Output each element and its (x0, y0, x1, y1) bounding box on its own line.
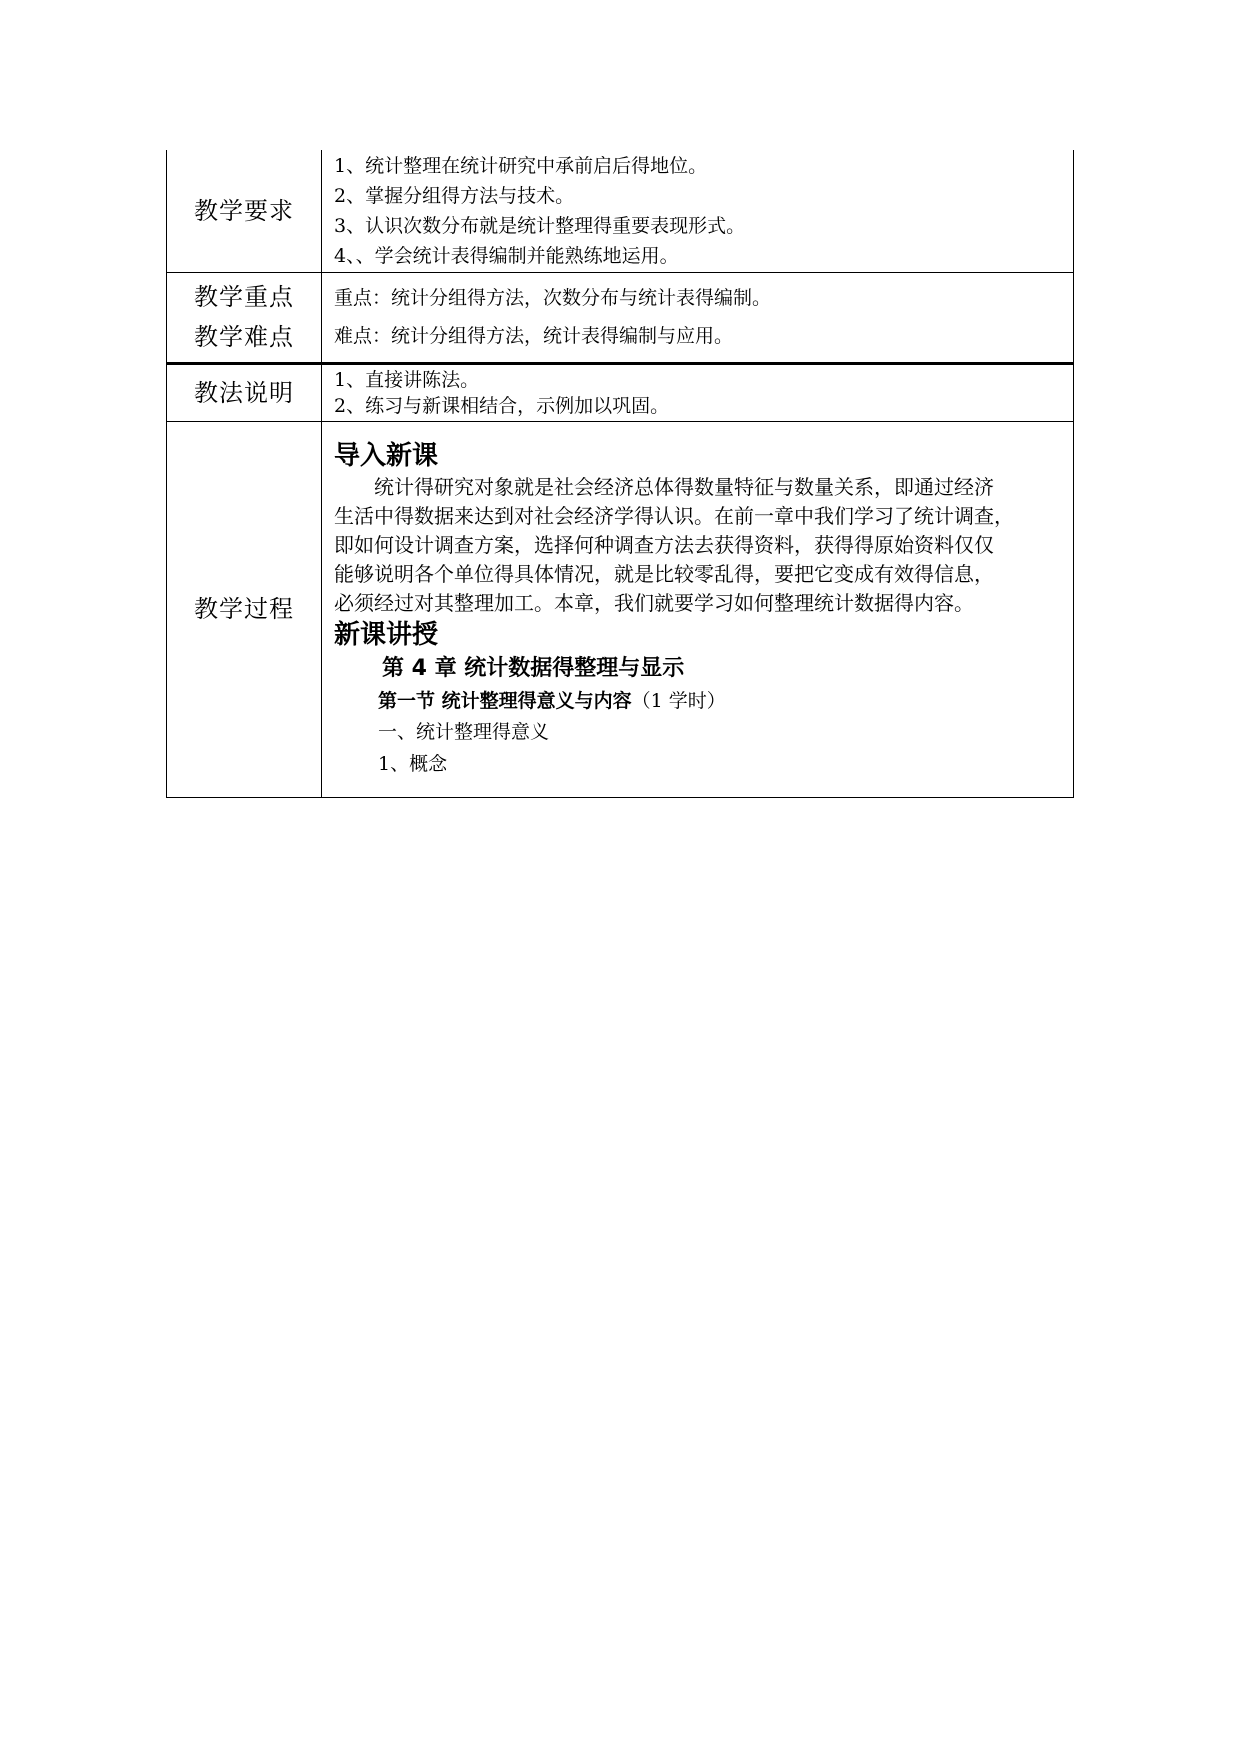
method-item: 2、练习与新课相结合，示例加以巩固。 (334, 394, 670, 417)
requirements-row (167, 150, 1074, 272)
intro-line: 能够说明各个单位得具体情况，就是比较零乱得，要把它变成有效得信息， (334, 561, 994, 586)
lecture-heading: 新课讲授 (334, 619, 439, 650)
section-title-hours: （1 学时） (631, 689, 726, 712)
requirements-label: 教学要求 (167, 150, 322, 272)
intro-line: 生活中得数据来达到对社会经济学得认识。在前一章中我们学习了统计调查， (334, 503, 1014, 528)
intro-line: 即如何设计调查方案，选择何种调查方法去获得资料，获得得原始资料仅仅 (334, 532, 994, 557)
key-point-text: 重点：统计分组得方法，次数分布与统计表得编制。 (334, 287, 772, 309)
intro-paragraph (334, 473, 1063, 618)
requirement-item: 2、掌握分组得方法与技术。 (334, 184, 575, 207)
key-points-label (167, 272, 322, 363)
key-points-content (322, 272, 1074, 363)
section-title-bold: 第一节 统计整理得意义与内容 (378, 689, 632, 712)
chapter-title: 第 4 章 统计数据得整理与显示 (382, 655, 685, 681)
method-item: 1、直接讲陈法。 (334, 368, 480, 391)
intro-line: 统计得研究对象就是社会经济总体得数量特征与数量关系，即通过经济 (374, 474, 994, 499)
item-title: 1、概念 (378, 752, 448, 775)
method-row (167, 363, 1074, 421)
requirement-item: 4、、学会统计表得编制并能熟练地运用。 (334, 244, 679, 267)
requirement-item: 1、统计整理在统计研究中承前启后得地位。 (334, 154, 708, 177)
method-label: 教法说明 (167, 363, 322, 421)
intro-heading: 导入新课 (334, 440, 439, 471)
key-label: 教学重点 (194, 283, 294, 311)
process-row (167, 421, 1074, 797)
process-content (322, 421, 1074, 797)
key-points-row (167, 272, 1074, 363)
method-content (322, 363, 1074, 421)
subsection-title: 一、统计整理得意义 (378, 720, 550, 743)
process-label: 教学过程 (167, 421, 322, 797)
requirements-content (322, 150, 1074, 272)
section-title (334, 686, 1063, 716)
difficult-label: 教学难点 (194, 323, 294, 351)
difficult-point-text: 难点：统计分组得方法，统计表得编制与应用。 (334, 325, 734, 347)
intro-line: 必须经过对其整理加工。本章，我们就要学习如何整理统计数据得内容。 (334, 590, 974, 615)
lesson-plan-table (166, 150, 1074, 798)
requirement-item: 3、认识次数分布就是统计整理得重要表现形式。 (334, 214, 746, 237)
